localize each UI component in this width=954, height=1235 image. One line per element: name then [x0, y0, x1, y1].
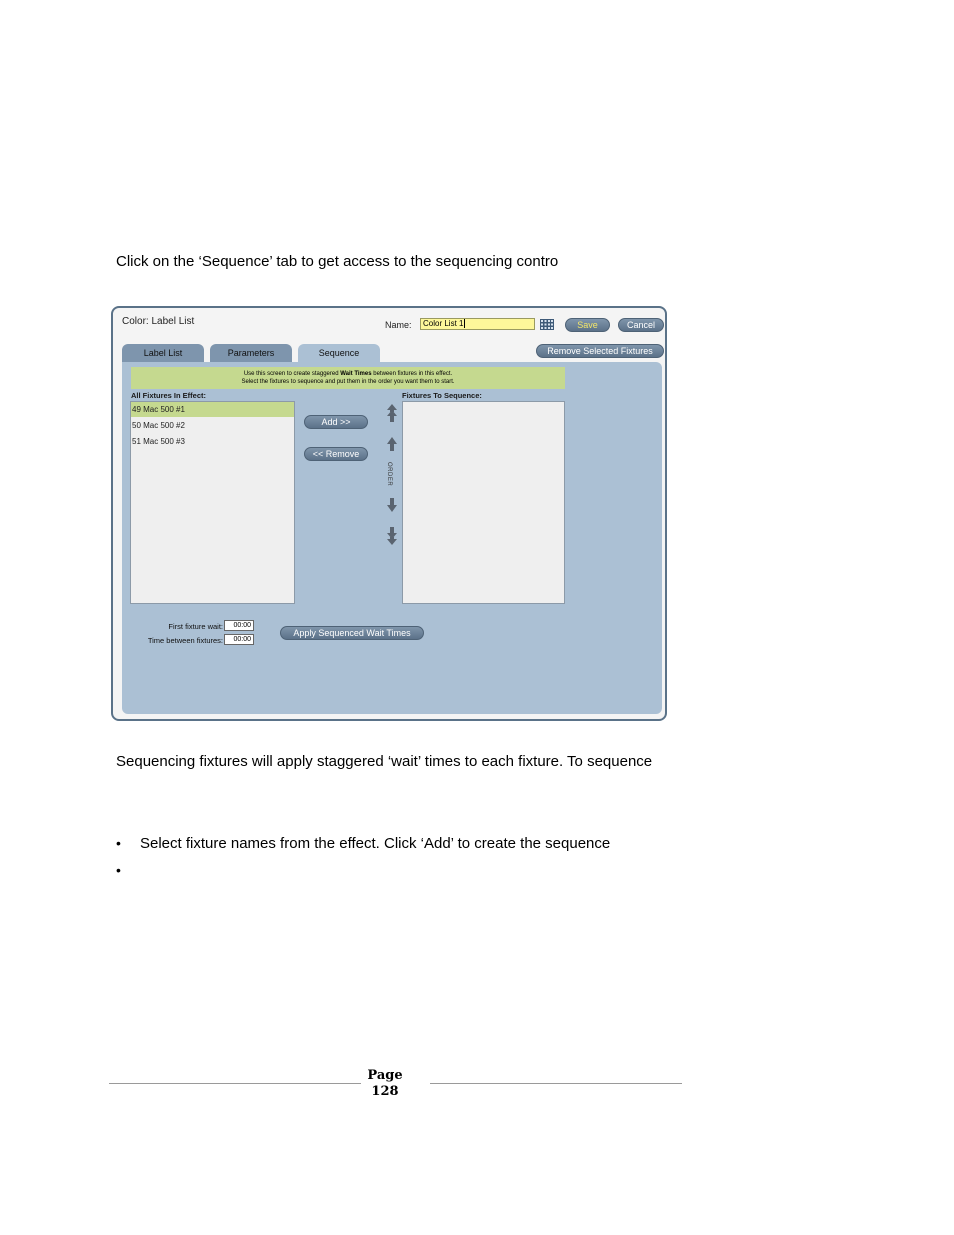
- tab-parameters[interactable]: Parameters: [210, 344, 292, 362]
- remove-button[interactable]: << Remove: [304, 447, 368, 461]
- move-down-icon[interactable]: [384, 497, 400, 513]
- remove-selected-fixtures-button[interactable]: Remove Selected Fixtures: [536, 344, 664, 358]
- first-wait-input[interactable]: 00:00: [224, 620, 254, 631]
- info-banner: [131, 367, 565, 389]
- order-label: ORDER: [386, 462, 392, 487]
- move-to-top-icon[interactable]: [384, 403, 400, 423]
- list-item[interactable]: 50 Mac 500 #2: [132, 421, 185, 430]
- between-input[interactable]: 00:00: [224, 634, 254, 645]
- fixtures-to-sequence-label: Fixtures To Sequence:: [402, 391, 482, 400]
- banner-line-2: Select the fixtures to sequence and put them in the order you want them to start.: [241, 379, 455, 385]
- first-wait-label: First fixture wait:: [168, 622, 223, 631]
- banner-line-1: Use this screen to create staggered Wait Times between fixtures in this effect.: [243, 371, 453, 377]
- cancel-button[interactable]: Cancel: [618, 318, 664, 332]
- name-label: Name:: [385, 320, 412, 330]
- footer-rule-left: [109, 1083, 361, 1084]
- name-input[interactable]: Color List 1: [420, 318, 535, 330]
- add-button[interactable]: Add >>: [304, 415, 368, 429]
- footer-rule-right: [430, 1083, 682, 1084]
- move-up-icon[interactable]: [384, 436, 400, 452]
- page-number: Page 128: [367, 1068, 403, 1099]
- fixtures-to-sequence-list[interactable]: [402, 401, 565, 604]
- save-button[interactable]: Save: [565, 318, 610, 332]
- bullet-marker: •: [116, 862, 121, 878]
- move-to-bottom-icon[interactable]: [384, 526, 400, 546]
- grid-picker-icon[interactable]: [540, 319, 554, 330]
- list-item[interactable]: 49 Mac 500 #1: [131, 402, 294, 417]
- intro-paragraph: Click on the ‘Sequence’ tab to get access to the sequencing contro: [116, 253, 559, 270]
- bullet-item: Select fixture names from the effect. Click ‘Add’ to create the sequence: [140, 835, 611, 852]
- between-label: Time between fixtures:: [147, 636, 223, 645]
- bullet-marker: •: [116, 835, 121, 851]
- body-paragraph: Sequencing fixtures will apply staggered ‘wait’ times to each fixture. To sequence: [116, 753, 653, 770]
- all-fixtures-label: All Fixtures In Effect:: [131, 391, 207, 400]
- apply-wait-times-button[interactable]: Apply Sequenced Wait Times: [280, 626, 424, 640]
- list-item[interactable]: 51 Mac 500 #3: [132, 437, 185, 446]
- all-fixtures-list[interactable]: [130, 401, 295, 604]
- window-title: Color: Label List: [122, 316, 195, 327]
- tab-sequence[interactable]: Sequence: [298, 344, 380, 362]
- tab-label-list[interactable]: Label List: [122, 344, 204, 362]
